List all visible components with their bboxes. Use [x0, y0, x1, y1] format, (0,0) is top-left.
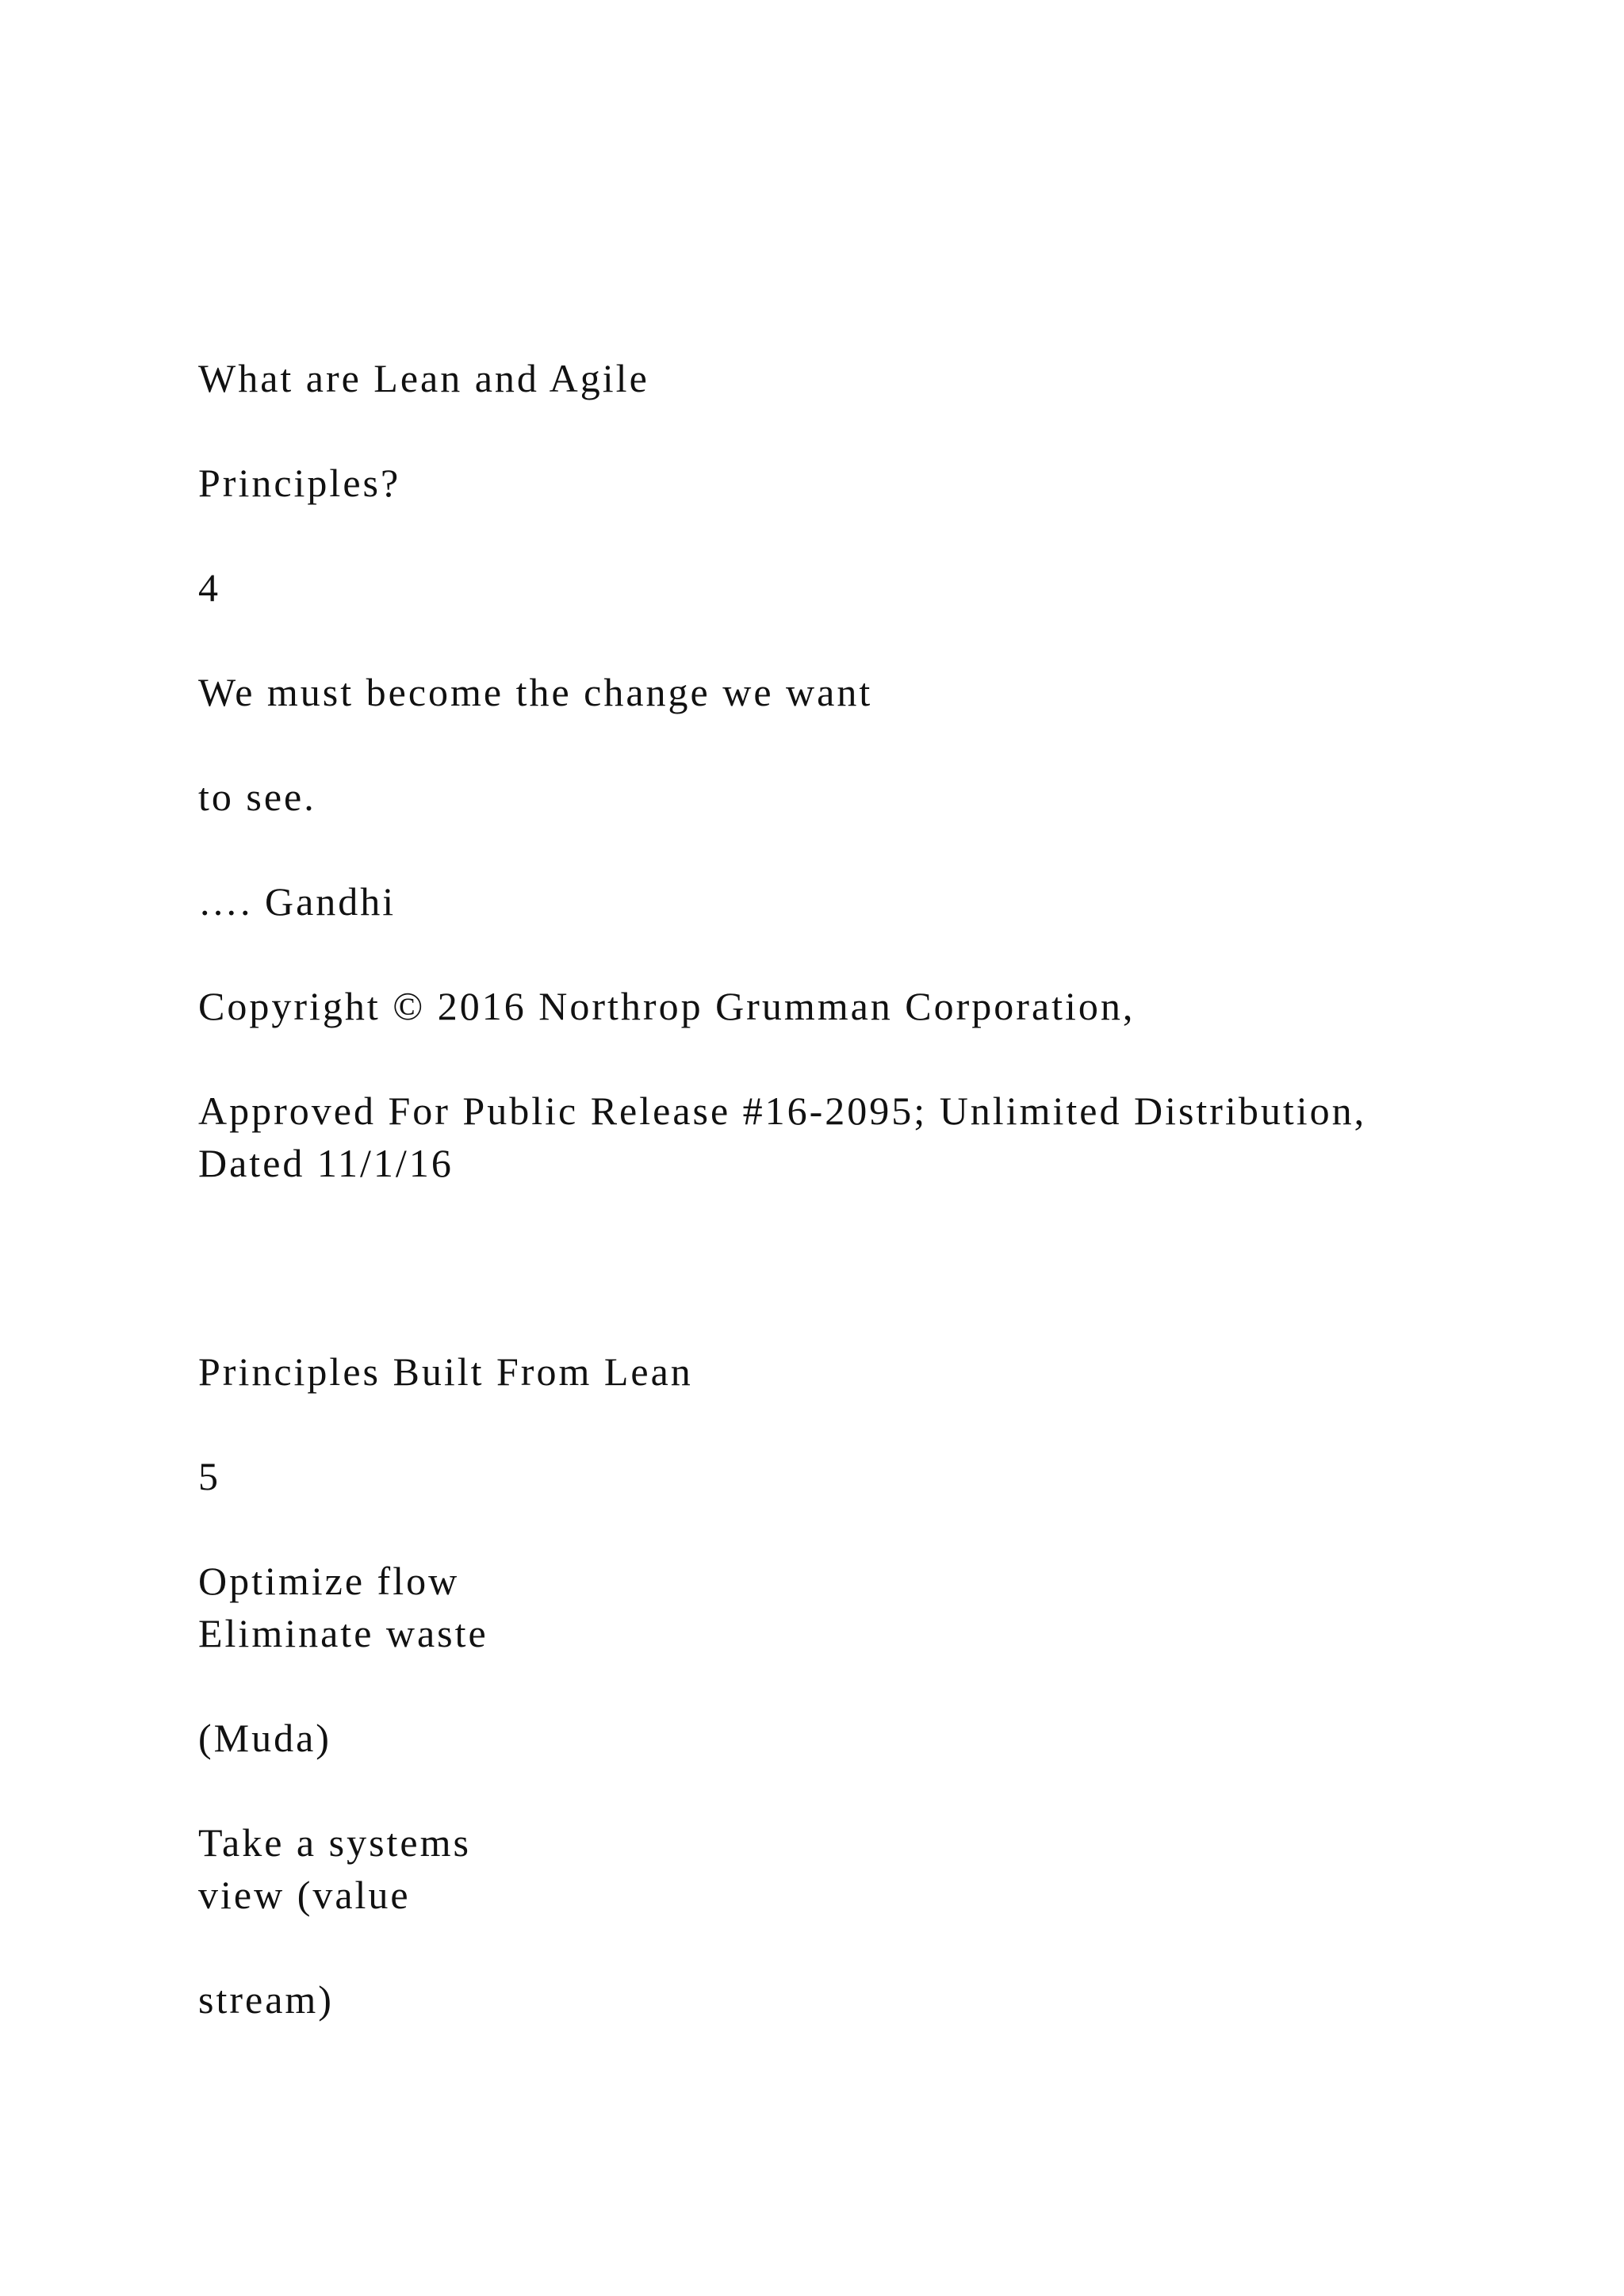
principle-systems-view-3: stream): [198, 1977, 334, 2022]
slide-title-continued: Principles?: [198, 461, 401, 505]
quote-line-2: to see.: [198, 775, 316, 819]
quote-attribution: …. Gandhi: [198, 879, 396, 924]
quote-line-1: We must become the change we want: [198, 670, 873, 714]
principle-eliminate-waste: Eliminate waste: [198, 1611, 488, 1655]
principle-systems-view-2: view (value: [198, 1873, 411, 1917]
principle-systems-view-1: Take a systems: [198, 1820, 471, 1865]
principle-muda: (Muda): [198, 1716, 331, 1760]
release-line: Approved For Public Release #16-2095; Unlimited Distribution,: [198, 1089, 1367, 1133]
copyright-line: Copyright © 2016 Northrop Grumman Corporation,: [198, 984, 1136, 1028]
slide-title-lean-agile: What are Lean and Agile: [198, 356, 649, 400]
slide-title-principles-built: Principles Built From Lean: [198, 1349, 693, 1394]
dated-line: Dated 11/1/16: [198, 1141, 454, 1185]
principle-optimize-flow: Optimize flow: [198, 1559, 460, 1603]
slide-number-4: 4: [198, 565, 220, 610]
slide-number-5: 5: [198, 1454, 220, 1498]
